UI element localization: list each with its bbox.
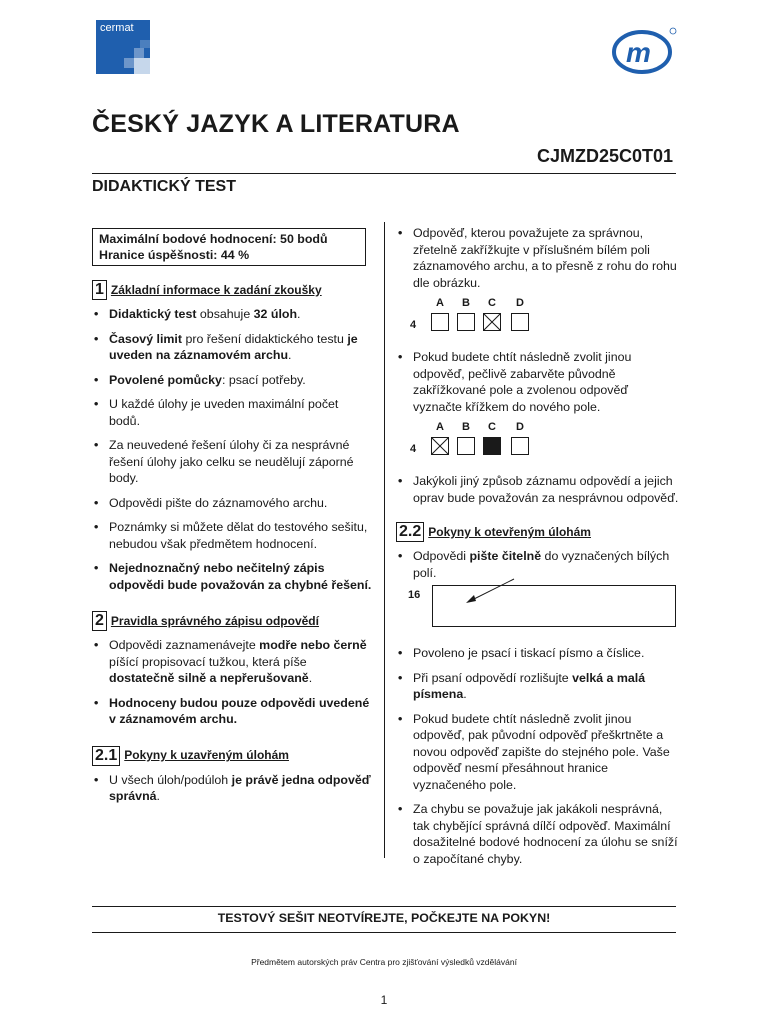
section-number: 2.1 (92, 746, 120, 766)
grid-letter: B (462, 297, 470, 309)
document-title: ČESKÝ JAZYK A LITERATURA (92, 110, 460, 138)
cermat-logo (96, 20, 150, 74)
list-item: • Povoleno je psací i tiskací písmo a číslice. (396, 645, 680, 662)
arrow-icon (462, 577, 522, 607)
section-title: Pravidla správného zápisu odpovědí (110, 613, 319, 628)
column-divider (384, 222, 385, 858)
section-title: Pokyny k otevřeným úlohám (428, 524, 591, 539)
list-item: • Odpovědi pište čitelně do vyznačených bílých polí. (396, 548, 680, 581)
list-item: • Pokud budete chtít následně zvolit jinou odpověď, pak původní odpověď přeškrtněte a novou odpověď zapište do stejného pole. Vaše odpověď nesmí přesáhnout hranice vyznačeného pole. (396, 711, 680, 794)
grid-letter: B (462, 421, 470, 433)
list-item: • Poznámky si můžete dělat do testového sešitu, nebudou však předmětem hodnocení. (92, 519, 372, 552)
section-1-heading (92, 280, 372, 300)
list-item: • Nejednoznačný nebo nečitelný zápis odpovědi bude považován za chybné řešení. (92, 560, 372, 593)
list-item: • Povolené pomůcky: psací potřeby. (92, 372, 372, 389)
list-item: • Při psaní odpovědí rozlišujte velká a malá písmena. (396, 670, 680, 703)
success-threshold: Hranice úspěšnosti: 44 % (99, 248, 250, 262)
grid-letter: C (488, 421, 496, 433)
document-code: CJMZD25C0T01 (536, 146, 673, 166)
list-item: • Hodnoceny budou pouze odpovědi uvedené v záznamovém archu. (92, 695, 372, 728)
section-2-2-list-a (396, 548, 680, 581)
list-item: • Za neuvedené řešení úlohy či za nesprávné řešení úlohy jako celku se neudělují záporné body. (92, 437, 372, 487)
scoring-box (92, 228, 366, 266)
svg-text:m: m (626, 37, 651, 68)
section-2-2-list-b (396, 645, 680, 867)
section-title: Základní informace k zadání zkoušky (110, 282, 322, 297)
grid-letter: A (436, 297, 444, 309)
list-item: • Odpovědi zaznamenávejte modře nebo černě píšící propisovací tužkou, která píše dostatečně silně a nepřerušovaně. (92, 637, 372, 687)
cross-icon (432, 438, 448, 454)
left-column (92, 228, 372, 813)
max-points: Maximální bodové hodnocení: 50 bodů (99, 232, 328, 246)
section-2-2-heading (396, 522, 680, 542)
answer-grid-example-cross (396, 295, 680, 339)
section-number: 1 (92, 280, 107, 300)
copyright-notice: Předmětem autorských práv Centra pro zjišťování výsledků vzdělávání (251, 957, 517, 967)
section-2-1-list-a (92, 772, 372, 805)
grid-letter: A (436, 421, 444, 433)
section-number: 2 (92, 611, 107, 631)
list-item: • Didaktický test obsahuje 32 úloh. (92, 306, 372, 323)
answer-field-number: 16 (408, 589, 421, 601)
open-answer-example (396, 585, 680, 635)
section-2-1-list-d (396, 473, 680, 506)
test-type-heading: DIDAKTICKÝ TEST (92, 178, 236, 195)
divider (92, 906, 676, 907)
m-logo-icon (612, 26, 678, 74)
list-item: • Odpovědi pište do záznamového archu. (92, 495, 372, 512)
answer-box (457, 437, 475, 455)
section-2-1-list-b (396, 225, 680, 291)
list-item: • U každé úlohy je uveden maximální počet bodů. (92, 396, 372, 429)
grid-letter: D (516, 297, 524, 309)
cross-icon (484, 314, 500, 330)
section-2-list (92, 637, 372, 728)
list-item: • Odpověď, kterou považujete za správnou, zřetelně zakřížkujte v příslušném bílém poli záznamového archu, a to přesně z rohu do rohu dle obrázku. (396, 225, 680, 291)
list-item: • U všech úloh/podúloh je právě jedna odpověď správná. (92, 772, 372, 805)
grid-row-number: 4 (410, 443, 417, 455)
section-2-1-list-c (396, 349, 680, 415)
answer-box-filled (483, 437, 501, 455)
grid-row-number: 4 (410, 319, 417, 331)
section-2-heading (92, 611, 372, 631)
page-number: 1 (380, 993, 388, 1007)
answer-grid-example-correction (396, 419, 680, 463)
list-item: • Časový limit pro řešení didaktického testu je uveden na záznamovém archu. (92, 331, 372, 364)
section-1-list (92, 306, 372, 593)
warning-notice: TESTOVÝ SEŠIT NEOTVÍREJTE, POČKEJTE NA POKYN! (217, 911, 551, 925)
cermat-logo-text: cermat (100, 22, 134, 34)
answer-box (457, 313, 475, 331)
right-column (396, 225, 680, 875)
divider (92, 173, 676, 174)
section-2-1-heading (92, 746, 372, 766)
answer-box-crossed (431, 437, 449, 455)
divider (92, 932, 676, 933)
answer-box (511, 437, 529, 455)
grid-letter: D (516, 421, 524, 433)
grid-letter: C (488, 297, 496, 309)
answer-box (431, 313, 449, 331)
section-number: 2.2 (396, 522, 424, 542)
answer-box-crossed (483, 313, 501, 331)
section-title: Pokyny k uzavřeným úlohám (124, 748, 289, 763)
list-item: • Za chybu se považuje jak jakákoli nesprávná, tak chybějící správná dílčí odpověď. Maximální dosažitelné bodové hodnocení za úlohu se sníží o započítané chyby. (396, 801, 680, 867)
list-item: • Pokud budete chtít následně zvolit jinou odpověď, pečlivě zabarvěte původně zakřížkované pole a zvolenou odpověď vyznačte křížkem do nového pole. (396, 349, 680, 415)
answer-box (511, 313, 529, 331)
list-item: • Jakýkoli jiný způsob záznamu odpovědí a jejich oprav bude považován za nesprávnou odpověď. (396, 473, 680, 506)
